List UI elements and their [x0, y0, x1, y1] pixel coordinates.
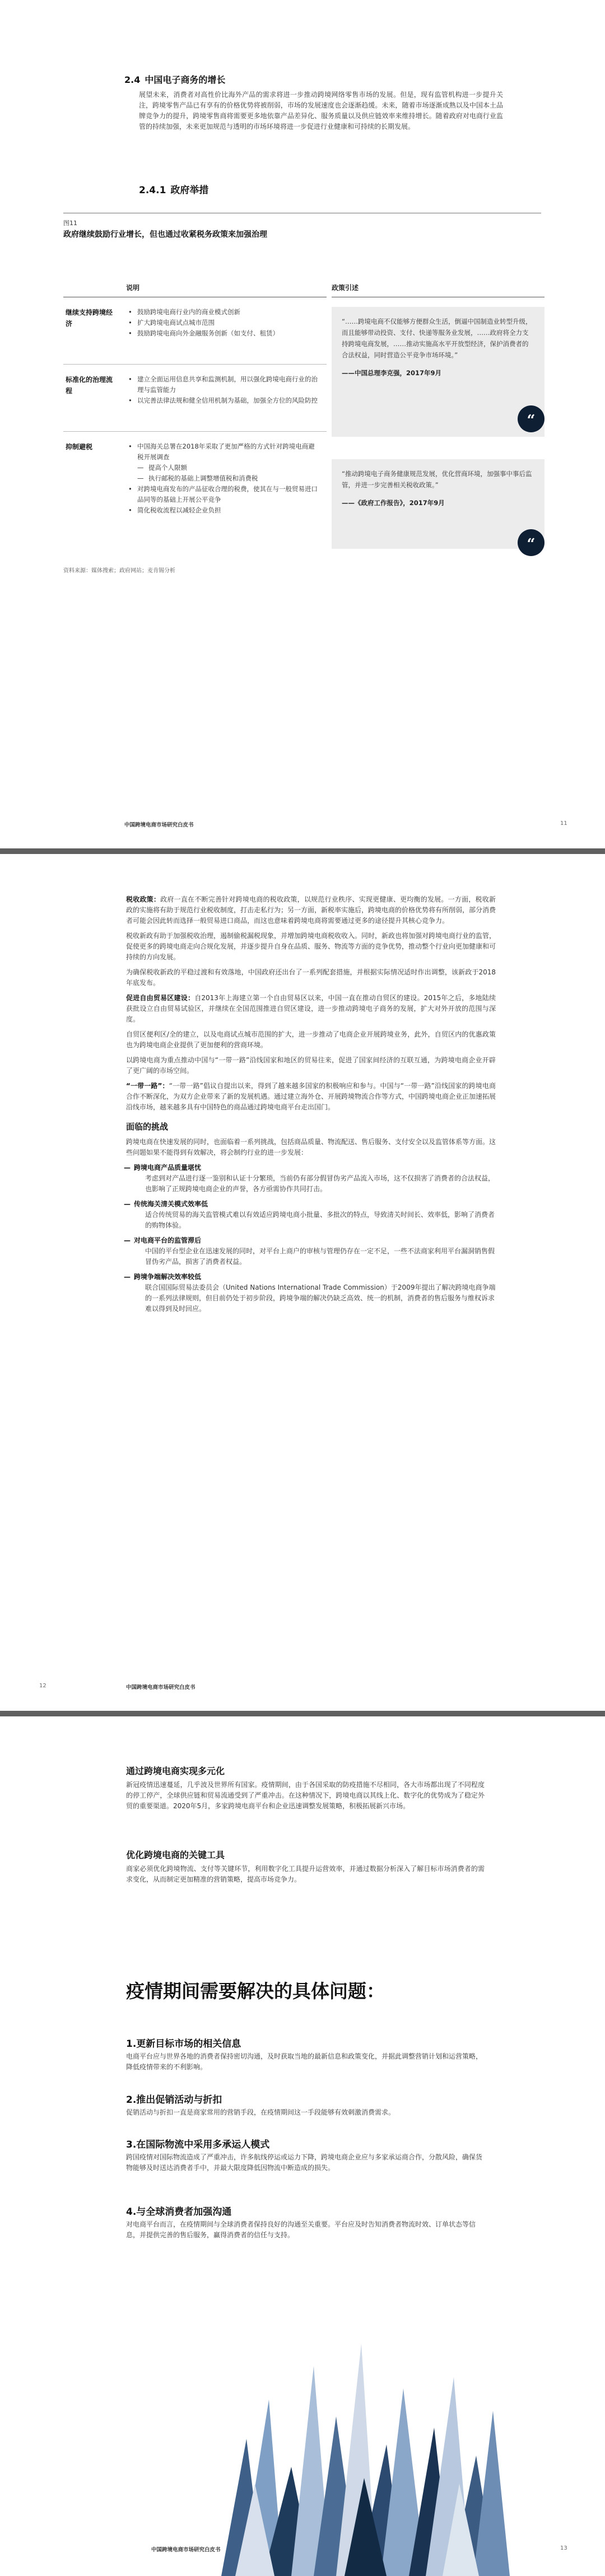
list-subitem: — 执行邮税的基础上调整增值税和消费税: [126, 473, 319, 484]
quote-source: ——中国总理李克强，2017年9月: [342, 369, 442, 377]
list-item: • 简化税收流程以减轻企业负担: [126, 505, 319, 516]
section-heading: 优化跨境电商的关键工具: [126, 1850, 225, 1860]
row-divider: [63, 431, 327, 432]
list-item: • 鼓励跨境电商向外金融服务创新（如支付、租赁）: [126, 328, 319, 339]
paragraph: 税收政策：政府一直在不断完善针对跨境电商的税收政策，以规范行业秩序、实现更健康、更均衡的发展。一方面，税收新政的实施将有助于规范行业税收制度，打击走私行为；另一方面，新税率实施后，跨境电商的价格优势将有所削弱，部分消费者可能会因此转而选择一般贸易进口商品，而这也意味着跨境电商将需要通过更多的途径提升其核心竞争力。: [126, 895, 496, 925]
policy-quote-box: [332, 307, 544, 437]
list-subitem: — 提高个人限额: [126, 463, 319, 473]
paragraph: “一带一路”：“一带一路”倡议自提出以来，得到了越来越多国家的积极响应和参与。中国与“一带一路”沿线国家的跨境电商合作不断深化，为双方企业带来了新的发展机遇。通过建立海外仓、开展跨境物流合作等方式，中国跨境电商企业正加速拓展沿线市场，越来越多具有中国特色的商品通过跨境电商平台走出国门。: [126, 1082, 496, 1111]
challenge-item: [126, 1163, 496, 1194]
figure-title: 政府继续鼓励行业增长，但也通过收紧税务政策来加强治理: [63, 230, 267, 239]
row-description-tax: [126, 441, 319, 516]
policy-quote-box: [332, 459, 544, 549]
report-page-13: [0, 1716, 605, 2576]
subsection-heading: 2.4.1 政府举措: [139, 185, 209, 196]
figure-source: 资料来源：媒体搜索；政府网站；麦肯锡分析: [63, 568, 175, 574]
quote-mark-icon: “: [518, 529, 544, 556]
challenges-heading: 面临的挑战: [126, 1122, 169, 1132]
page-title: 疫情期间需要解决的具体问题：: [126, 1980, 385, 2002]
page-number: 13: [560, 2545, 567, 2551]
row-label-governance: 标准化的治理流程: [66, 376, 113, 395]
list-item: • 建立全面运用信息共享和监测机制，用以强化跨境电商行业的治理与监管能力: [126, 374, 319, 395]
decorative-skyline-illustration: [0, 2299, 605, 2576]
challenge-item: [126, 1199, 496, 1231]
list-item: • 以完善法律法规和健全信用机制为基础，加强全方位的风险防控: [126, 395, 319, 406]
quote-mark-icon: “: [518, 405, 544, 432]
paragraph: 以跨境电商为重点推动中国与“一带一路”沿线国家和地区的贸易往来，促进了国家间经济的互联互通，为跨境电商企业开辟了更广阔的市场空间。: [126, 1056, 496, 1075]
list-item: • 中国海关总署在2018年采取了更加严格的方式针对跨境电商避税开展调查: [126, 441, 319, 463]
challenge-item: [126, 1235, 496, 1267]
paragraph: 跨境电商在快速发展的同时，也面临着一系列挑战，包括商品质量、物流配送、售后服务、支付安全以及监管体系等方面。这些问题如果不能得到有效解决，将会制约行业的进一步发展：: [126, 1138, 496, 1156]
body-text: [126, 894, 496, 1319]
page-number: 11: [560, 820, 567, 827]
item-heading: 4.与全球消费者加强沟通: [126, 2206, 232, 2218]
challenge-title: — 跨境电商产品质量堪忧: [126, 1163, 496, 1173]
column-header-description: 说明: [126, 284, 140, 292]
row-label-support: 继续支持跨境经济: [66, 309, 113, 328]
item-text: 促销活动与折扣一直是商家常用的营销手段，在疫情期间这一手段能够有效刺激消费需求。: [126, 2108, 395, 2116]
paragraph: 商家必须优化跨境物流、支付等关键环节，利用数字化工具提升运营效率，并通过数据分析深入了解目标市场消费者的需求变化，从而制定更加精准的营销策略，提高市场竞争力。: [126, 1865, 485, 1883]
paragraph: 自贸区便利区/全的建立，以及电商试点城市范围的扩大，进一步推动了电商企业开展跨境业务，此外，自贸区内的优惠政策也为跨境电商企业提供了更加便利的营商环境。: [126, 1030, 496, 1049]
challenge-text: 适合传统贸易的海关监管模式难以有效适应跨境电商小批量、多批次的特点，导致清关时间长、效率低，影响了消费者的购物体验。: [145, 1211, 495, 1229]
page-number: 12: [39, 1683, 46, 1689]
paragraph: 新冠疫情迅速蔓延，几乎波及世界所有国家。疫情期间，由于各国采取的防疫措施不尽相同，各大市场都出现了不同程度的停工停产，全球供应链和贸易流通受到了严重冲击。在这种情况下，跨境电商以其线上化、数字化的优势成为了稳定外贸的重要渠道。2020年5月，多家跨境电商平台和企业迅速调整发展策略，积极拓展新兴市场。: [126, 1781, 485, 1810]
challenge-title: — 跨境争端解决效率较低: [126, 1272, 496, 1282]
quote-text: “……跨境电商不仅能够方便群众生活，倒逼中国制造业转型升级，而且能够带动投资、支付、快递等服务业发展，……政府将全力支持跨境电商发展，……推动实施高水平开放型经济，保护消费者的合法权益，同时营造公平竞争市场环境。”: [342, 318, 532, 359]
column-header-policy-quote: 政策引述: [332, 284, 359, 292]
item-heading: 2.推出促销活动与折扣: [126, 2094, 222, 2106]
row-divider: [63, 364, 327, 365]
paragraph: 税收新政有助于加强税收治理，遏制偷税漏税现象，并增加跨境电商税收收入。同时，新政也将加强对跨境电商行业的监管，促使更多的跨境电商走向合规化发展，并逐步提升自身在品质、服务、物流等方面的竞争优势，推动整个行业向更加健康和可持续的方向发展。: [126, 932, 496, 961]
challenge-text: 考虑到对产品进行逐一鉴别和认证十分繁琐，当前仍有部分假冒伪劣产品流入市场，这不仅损害了消费者的合法权益，也影响了正规跨境电商企业的声誉，各方亟需协作共同打击。: [145, 1174, 495, 1193]
footer-title: 中国跨境电商市场研究白皮书: [124, 822, 194, 828]
list-item: • 鼓励跨境电商行业内的商业模式创新: [126, 307, 319, 318]
paragraph: 为确保税收新政的平稳过渡和有效落地，中国政府还出台了一系列配套措施，并根据实际情况适时作出调整，该新政于2018年底发布。: [126, 968, 496, 987]
item-heading: 1.更新目标市场的相关信息: [126, 2038, 241, 2050]
footer-title: 中国跨境电商市场研究白皮书: [151, 2547, 221, 2553]
list-item: • 扩大跨境电商试点城市范围: [126, 318, 319, 328]
section-heading: 通过跨境电商实现多元化: [126, 1766, 225, 1776]
item-text: 对电商平台而言，在疫情期间与全球消费者保持良好的沟通至关重要。平台应及时告知消费者物流时效、订单状态等信息，并提供完善的售后服务，赢得消费者的信任与支持。: [126, 2220, 476, 2239]
row-description-governance: [126, 374, 319, 406]
paragraph: 促进自由贸易区建设：自2013年上海建立第一个自由贸易区以来，中国一直在推动自贸区的建设。2015年之后，多地陆续获批设立自由贸易试验区，并继续在全国范围推进自贸区建设，进一步推动跨境电子商务的发展，扩大对外开放的范围与深度。: [126, 994, 496, 1023]
item-heading: 3.在国际物流中采用多承运人模式: [126, 2139, 270, 2150]
item-text: 电商平台应与世界各地的消费者保持密切沟通，及时获取当地的最新信息和政策变化，并据此调整营销计划和运营策略，降低疫情带来的不利影响。: [126, 2052, 483, 2071]
intro-paragraph: 展望未来，消费者对高性价比海外产品的需求将进一步推动跨境网络零售市场的发展。但是，现有监管机构进一步提升关注，跨境零售产品已有享有的价格优势将被削弱，市场的发展速度也会逐渐趋缓。未来，随着市场逐渐成熟以及中国本土品牌竞争力的提升，跨境零售商将需要更多地依靠产品差异化、服务质量以及供应链效率来维持增长。随着政府对电商行业监管的持续加强，未来更加规范与透明的市场环境将进一步促进行业健康和可持续的长期发展。: [139, 91, 503, 130]
quote-source: ——《政府工作报告》，2017年9月: [342, 499, 445, 507]
footer-title: 中国跨境电商市场研究白皮书: [126, 1684, 196, 1691]
item-text: 跨国疫情对国际物流造成了严重冲击，许多航线停运或运力下降，跨境电商企业应与多家承运商合作，分散风险，确保货物能够及时送达消费者手中，并最大限度降低因物流中断造成的损失。: [126, 2153, 483, 2172]
report-page-11: [0, 0, 605, 848]
figure-label: 图11: [63, 220, 77, 227]
challenge-text: 中国的平台型企业在迅速发展的同时，对平台上商户的审核与管理仍存在一定不足，一些不法商家利用平台漏洞销售假冒伪劣产品，损害了消费者权益。: [145, 1247, 495, 1266]
section-heading: 2.4 中国电子商务的增长: [124, 74, 226, 85]
list-item: • 对跨境电商发布的产品征收合理的税费，使其在与一般贸易进口品同等的基础上开展公平竞争: [126, 484, 319, 505]
quote-text: “推动跨境电子商务健康规范发展，优化营商环境，加强事中事后监管，并进一步完善相关税收政策。”: [342, 470, 532, 489]
challenge-item: [126, 1272, 496, 1314]
report-page-12: [0, 854, 605, 1711]
row-label-tax: 抑制避税: [66, 443, 93, 451]
challenge-title: — 传统海关清关模式效率低: [126, 1199, 496, 1210]
challenge-title: — 对电商平台的监管滞后: [126, 1235, 496, 1246]
row-description-support: [126, 307, 319, 339]
challenge-text: 联合国国际贸易法委员会（United Nations International Trade Commission）于2009年提出了解决跨境电商争端的一系列法律规则，但目前仍处于初步阶段，跨境争端的解决仍缺乏高效、统一的机制，消费者的售后服务与维权诉求难以得到及时回应。: [145, 1284, 496, 1313]
